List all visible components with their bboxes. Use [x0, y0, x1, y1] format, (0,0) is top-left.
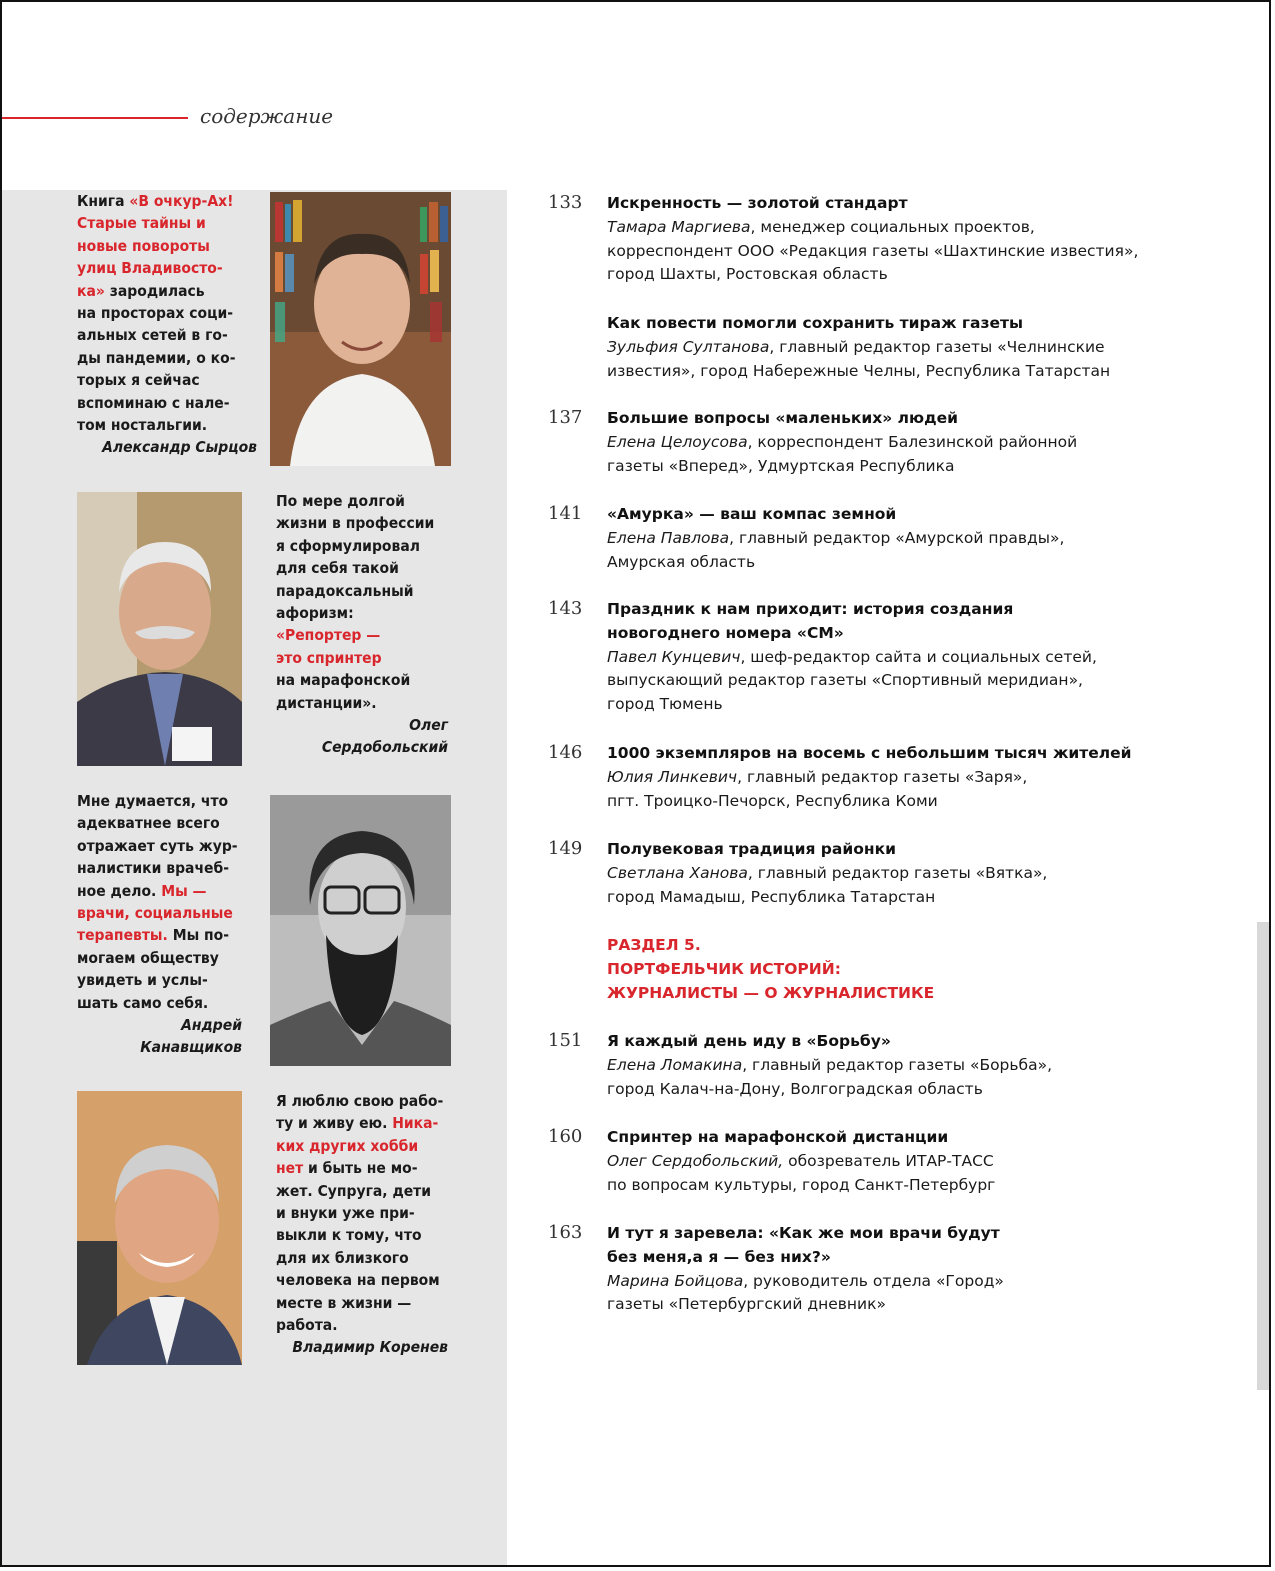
portrait-photo-1: [270, 192, 451, 466]
entry-title: Я каждый день иду в «Борьбу»: [607, 1032, 891, 1050]
entry-title: Искренность — золотой стандарт: [607, 194, 908, 212]
entry-credit: [607, 1270, 1227, 1318]
portrait-photo-2: [77, 492, 242, 766]
quote-kanavshchikov: [77, 790, 242, 1059]
quote-fragment: зародилась на просторах соци- альных сетей в го- ды пандемии, о ко- торых я сейчас вспоминаю с нале- том ностальгии.: [77, 281, 236, 435]
entry-credit: [607, 336, 1227, 384]
quote-text: [77, 192, 235, 434]
entry-title: Полувековая традиция районки: [607, 840, 896, 858]
quote-fragment: на марафонской дистанции».: [276, 671, 411, 712]
quote-fragment: Книга: [77, 192, 130, 210]
portrait-photo-3: [270, 795, 451, 1066]
quote-highlight: «Репортер — это спринтер: [276, 626, 382, 667]
author-desc: , главный редактор «Амурской правды», Амурская область: [607, 528, 1065, 571]
quote-author: Владимир Коренев: [292, 1338, 448, 1357]
page-number: 143: [548, 598, 583, 619]
author-name: Елена Павлова: [607, 528, 730, 547]
author-desc: , главный редактор газеты «Борьба», город Калач-на-Дону, Волгоградская область: [607, 1055, 1052, 1098]
author-desc: обозреватель ИТАР-ТАСС по вопросам культуры, город Санкт-Петербург: [607, 1151, 996, 1194]
quote-highlight: «В очкур-Ах! Старые тайны и новые повороты улиц Владивосто- ка»: [77, 192, 234, 300]
author-name: Зульфия Султанова: [607, 337, 770, 356]
entry-credit: [607, 766, 1227, 814]
author-name: Елена Ломакина: [607, 1055, 743, 1074]
quote-author: Олег Сердобольский: [321, 716, 448, 757]
entry-credit: [607, 431, 1227, 479]
author-name: Юлия Линкевич: [607, 767, 738, 786]
page-number: 146: [548, 742, 583, 763]
entry-credit: [607, 1150, 1227, 1198]
author-name: Елена Целоусова: [607, 432, 748, 451]
author-desc: , менеджер социальных проектов, корреспондент ООО «Редакция газеты «Шахтинские известия», город Шахты, Ростовская область: [607, 217, 1139, 284]
author-name: Марина Бойцова: [607, 1271, 744, 1290]
author-name: Олег Сердобольский,: [607, 1151, 784, 1170]
quote-fragment: и быть не мо- жет. Супруга, дети и внуки уже при- выкли к тому, что для их близкого человека на первом месте в жизни — работа.: [276, 1159, 440, 1335]
page-number: 160: [548, 1126, 583, 1147]
entry-credit: [607, 527, 1227, 575]
quote-serdobolsky: [276, 490, 448, 759]
author-desc: , главный редактор газеты «Челнинские известия», город Набережные Челны, Республика Татарстан: [607, 337, 1111, 380]
quote-author: Андрей Канавщиков: [140, 1016, 242, 1057]
quote-highlight: Ника- ких других хобби нет: [276, 1114, 439, 1178]
entry-title: Большие вопросы «маленьких» людей: [607, 409, 958, 427]
author-name: Светлана Ханова: [607, 863, 748, 882]
quote-fragment: Мне думается, что адекватнее всего отражает суть жур- налистики врачеб- ное дело.: [77, 792, 238, 900]
section-title: содержание: [200, 104, 334, 128]
entry-credit: [607, 1054, 1227, 1102]
entry-title: «Амурка» — ваш компас земной: [607, 505, 897, 523]
page-number: 149: [548, 838, 583, 859]
quote-highlight: Мы — врачи, социальные терапевты.: [77, 881, 233, 945]
entry-credit: [607, 216, 1227, 287]
quote-text: [77, 792, 238, 1012]
page-number: 137: [548, 407, 583, 428]
entry-credit: [607, 646, 1227, 717]
page-number: 163: [548, 1222, 583, 1243]
page-number: 151: [548, 1030, 583, 1051]
page-number: 141: [548, 503, 583, 524]
page-edge-strip: [1257, 922, 1269, 1390]
quote-korenev: [276, 1090, 448, 1359]
page-number: 133: [548, 192, 583, 213]
quote-syrtsov: [77, 190, 257, 459]
author-desc: , главный редактор газеты «Заря», пгт. Троицко-Печорск, Республика Коми: [607, 767, 1028, 810]
author-desc: , шеф-редактор сайта и социальных сетей, выпускающий редактор газеты «Спортивный меридиан», город Тюмень: [607, 647, 1097, 714]
quote-fragment: Я люблю свою рабо- ту и живу ею.: [276, 1092, 444, 1133]
author-name: Павел Кунцевич: [607, 647, 741, 666]
author-desc: , корреспондент Балезинской районной газеты «Вперед», Удмуртская Республика: [607, 432, 1078, 475]
header-rule: [2, 117, 188, 119]
quote-fragment: По мере долгой жизни в профессии я сформулировал для себя такой парадоксальный афоризм:: [276, 492, 435, 623]
author-name: Тамара Маргиева: [607, 217, 751, 236]
entry-title: Спринтер на марафонской дистанции: [607, 1128, 949, 1146]
author-desc: , главный редактор газеты «Вятка», город Мамадыш, Республика Татарстан: [607, 863, 1048, 906]
entry-title: Праздник к нам приходит: история создания новогоднего номера «СМ»: [607, 600, 1014, 642]
entry-credit: [607, 862, 1227, 910]
quote-text: [276, 492, 434, 712]
quote-author: Александр Сырцов: [102, 438, 257, 457]
portrait-photo-4: [77, 1091, 242, 1365]
entry-title: 1000 экземпляров на восемь с небольшим тысяч жителей: [607, 744, 1132, 762]
section-heading-text: РАЗДЕЛ 5. ПОРТФЕЛЬЧИК ИСТОРИЙ: ЖУРНАЛИСТЫ — О ЖУРНАЛИСТИКЕ: [607, 936, 935, 1002]
quote-text: [276, 1092, 443, 1334]
entry-title: Как повести помогли сохранить тираж газеты: [607, 314, 1023, 332]
author-desc: , руководитель отдела «Город» газеты «Петербургский дневник»: [607, 1271, 1004, 1314]
entry-title: И тут я заревела: «Как же мои врачи будут без меня,а я — без них?»: [607, 1224, 1000, 1266]
quote-fragment: Мы по- могаем обществу увидеть и услы- шать само себя.: [77, 926, 230, 1012]
